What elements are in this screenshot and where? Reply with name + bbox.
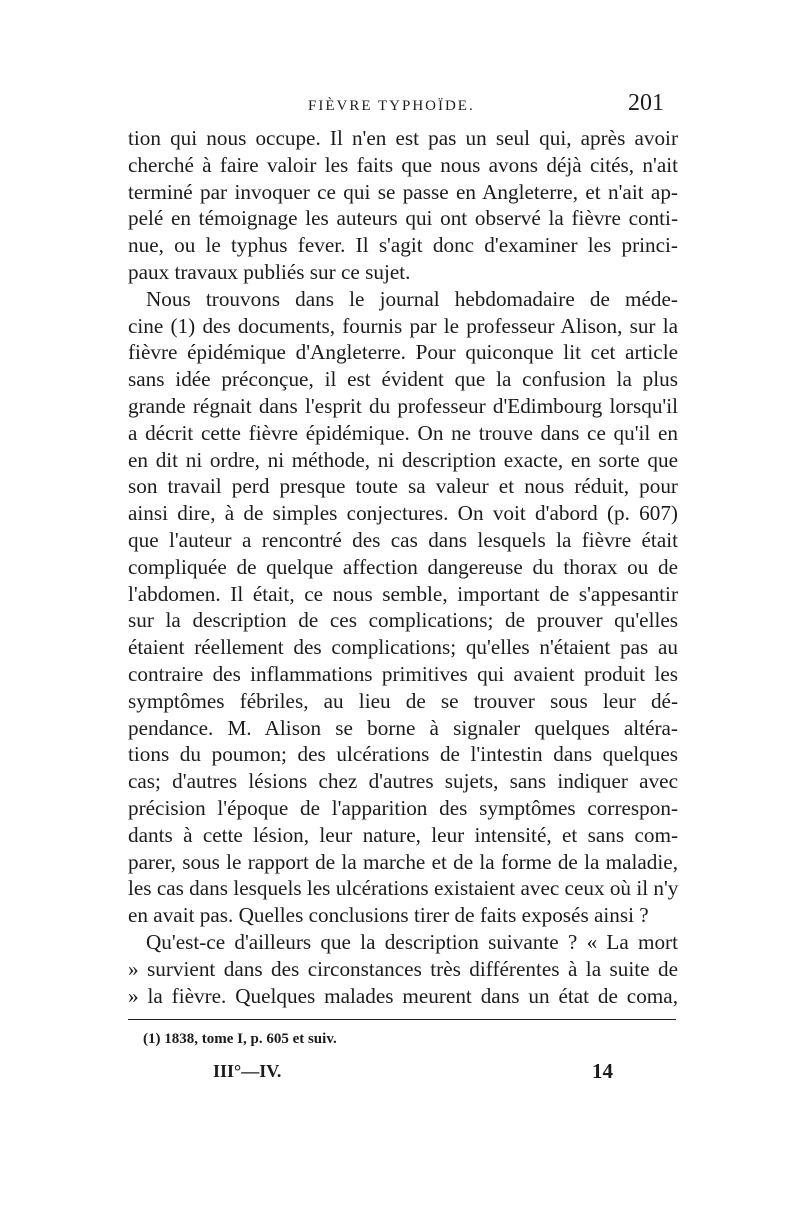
text-line: nue, ou le typhus fever. Il s'agit donc d'examiner les princi- <box>128 233 678 258</box>
text-line: l'abdomen. Il était, ce nous semble, important de s'appesantir <box>128 581 678 606</box>
signature-mark: III°—IV. <box>213 1061 282 1081</box>
footnote-rule <box>128 1019 676 1020</box>
running-title: FIÈVRE TYPHOÏDE. <box>308 98 475 114</box>
text-line: » la fièvre. Quelques malades meurent dans un état de coma, <box>128 983 678 1008</box>
text-line: en dit ni ordre, ni méthode, ni description exacte, en sorte que <box>128 447 678 472</box>
signature-number: 14 <box>592 1059 613 1083</box>
text-line: étaient réellement des complications; qu'elles n'étaient pas au <box>128 635 678 660</box>
text-line: tion qui nous occupe. Il n'en est pas un seul qui, après avoir <box>128 126 678 150</box>
text-line: Nous trouvons dans le journal hebdomadaire de méde- <box>146 286 678 311</box>
page-header <box>128 90 664 126</box>
text-line: cine (1) des documents, fournis par le professeur Alison, sur la <box>128 313 678 338</box>
text-line: terminé par invoquer ce qui se passe en Angleterre, et n'ait ap- <box>128 179 678 204</box>
text-line: compliquée de quelque affection dangereuse du thorax ou de <box>128 554 678 579</box>
text-line: pelé en témoignage les auteurs qui ont observé la fièvre conti- <box>128 206 678 231</box>
text-line: cherché à faire valoir les faits que nous avons déjà cités, n'ait <box>128 152 678 177</box>
text-line: » survient dans des circonstances très différentes à la suite de <box>128 956 678 981</box>
text-line: tions du poumon; des ulcérations de l'intestin dans quelques <box>128 742 678 767</box>
text-line: contraire des inflammations primitives qui avaient produit les <box>128 661 678 686</box>
text-line: que l'auteur a rencontré des cas dans lesquels la fièvre était <box>128 527 678 552</box>
text-line: précision l'époque de l'apparition des symptômes correspon- <box>128 795 678 820</box>
text-line: en avait pas. Quelles conclusions tirer de faits exposés ainsi ? <box>128 903 649 928</box>
text-line: son travail perd presque toute sa valeur et nous réduit, pour <box>128 474 678 499</box>
text-line: paux travaux publiés sur ce sujet. <box>128 259 411 284</box>
body-text <box>128 125 678 1009</box>
text-line: symptômes fébriles, au lieu de se trouver sous leur dé- <box>128 688 678 713</box>
text-line: a décrit cette fièvre épidémique. On ne trouve dans ce qu'il en <box>128 420 678 445</box>
text-line: ainsi dire, à de simples conjectures. On voit d'abord (p. 607) <box>128 501 678 526</box>
text-line: sans idée préconçue, il est évident que la confusion la plus <box>128 367 678 392</box>
text-line: Qu'est-ce d'ailleurs que la description suivante ? « La mort <box>146 929 678 954</box>
text-line: dants à cette lésion, leur nature, leur intensité, et sans com- <box>128 822 678 847</box>
text-line: les cas dans lesquels les ulcérations existaient avec ceux où il n'y <box>128 876 679 901</box>
text-line: sur la description de ces complications; de prouver qu'elles <box>128 608 678 633</box>
footnote: (1) 1838, tome I, p. 605 et suiv. <box>143 1031 337 1047</box>
text-line: pendance. M. Alison se borne à signaler quelques altéra- <box>128 715 678 740</box>
page-number: 201 <box>628 90 664 116</box>
text-line: parer, sous le rapport de la marche et de la forme de la maladie, <box>128 849 678 874</box>
text-line: cas; d'autres lésions chez d'autres sujets, sans indiquer avec <box>128 769 678 794</box>
text-line: grande régnait dans l'esprit du professeur d'Edimbourg lorsqu'il <box>128 393 678 418</box>
text-line: fièvre épidémique d'Angleterre. Pour quiconque lit cet article <box>128 340 678 365</box>
